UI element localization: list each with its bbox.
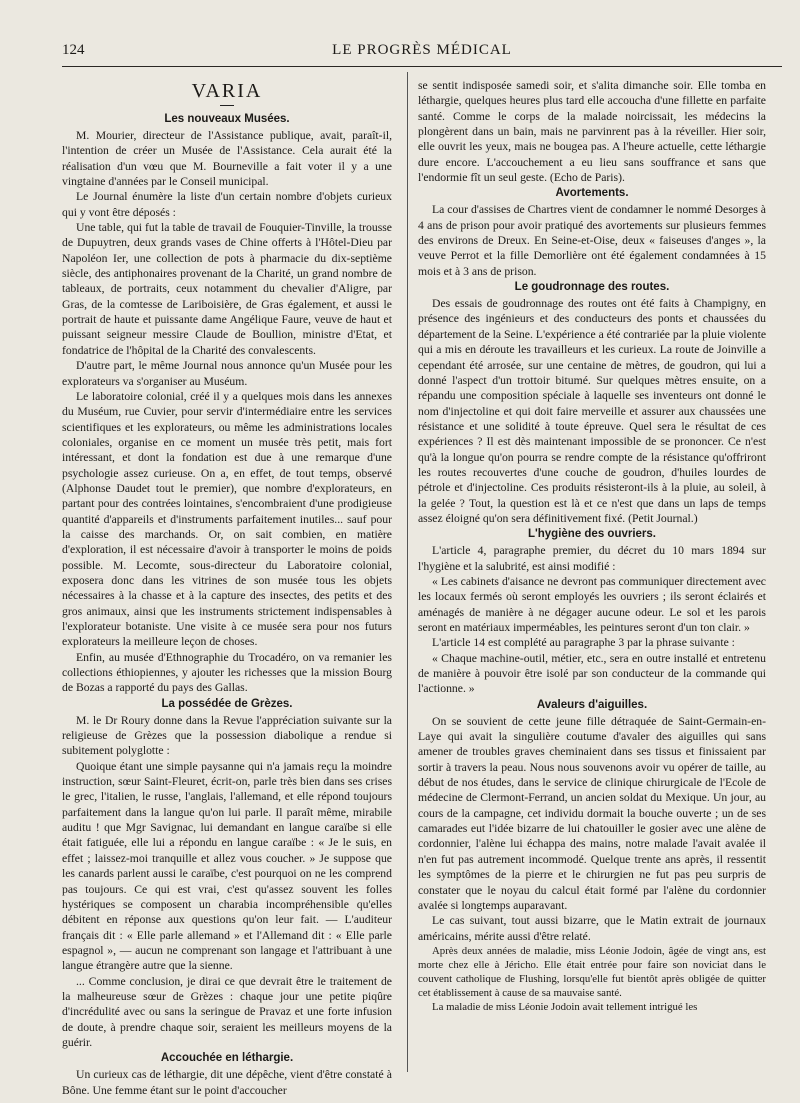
paragraph: ... Comme conclusion, je dirai ce que devrait être le traitement de la malheureuse sœur de Grèzes : chaque jour une petite piqûre d'incrédulité avec ou sans la seringue de Pravaz et une forte infusion de doute, à prendre chaque soir, seraient les meilleurs moyens de la guérir. (62, 974, 392, 1049)
paragraph: Le cas suivant, tout aussi bizarre, que le Matin extrait de journaux américains, mérite aussi d'être relaté. (418, 914, 766, 943)
left-column (62, 78, 392, 1097)
paragraph: « Les cabinets d'aisance ne devront pas communiquer directement avec les locaux fermés où seront employés les ouvriers ; ils seront éclairés et aménagés de manière à ne dégager aucune odeur. Le sol et les parois seront en matériaux imperméables, les peintures seront d'un ton clair. » (418, 574, 766, 634)
paragraph: On se souvient de cette jeune fille détraquée de Saint-Germain-en-Laye qui avait la singulière coutume d'avaler des aiguilles qui sans amener de troubles graves cheminaient dans ses tissus et finissaient par sortir à travers la peau. Nous nous souvenons avoir vu opérer de taille, au début de nos études, dans le service de clinique chirurgicale de l'Ecole de médecine de Clermont-Ferrand, un ancien soldat du Mexique. Un jour, au cours de la campagne, cet individu dormait la bouche ouverte ; un de ses camarades eut l'idée bizarre de lui chatouiller le gosier avec une alène de cordonnier, l'alène lui échappa des mains, notre malade l'avait avalée il n'en fut pas autrement incommodé. Quelque trente ans après, il ressentit les symptômes de la pierre et le chirurgien ne fut pas peu surpris de constater que le noyau du calcul était formé par l'alène du cordonnier avalée si longtemps auparavant. (418, 714, 766, 912)
heading-hygiene: L'hygiène des ouvriers. (528, 528, 656, 541)
paragraph: Le laboratoire colonial, créé il y a quelques mois dans les annexes du Muséum, rue Cuvier, pour servir d'intermédiaire entre les services scientifiques et les explorateurs, ou même les administrations locales coloniales, organise en ce moment un musée très petit, mais fort intéressant, et dont la fondation est due à une remarque d'une psychologie assez curieuse. On a, en effet, de tout temps, observé (Alphonse Daudet tout le premier), que nombre d'explorateurs, en partant pour des contrées lointaines, s'encombraient d'une prodigieuse quantité d'appareils et d'instruments parfaitement inutiles... sauf pour la caisse des marchands. Or, on sait combien, en matière d'exploration, il est nécessaire d'avoir à transporter le moins de poids possible. M. Lecomte, sous-directeur du Laboratoire colonial, exposera donc dans les vitrines de son musée tous les objets nécessaires à la chasse et à la capture des insectes, des petits et des gros animaux, ainsi que les instruments strictement indispensables à l'explorateur botaniste. Une visite à ce musée sera pour nos futurs explorateurs la meilleure leçon de choses. (62, 389, 392, 649)
heading-musees: Les nouveaux Musées. (164, 113, 290, 125)
paragraph: Quoique étant une simple paysanne qui n'a jamais reçu la moindre instruction, sœur Saint-Fleuret, écrit-on, parle très bien dans ses crises le grec, l'italien, le russe, l'anglais, l'allemand, et elle répond toujours parfaitement dans la langue qu'on lui parle. Il paraît même, mirabile auditu ! que Mgr Savignac, lui demandant en langue caraïbe si elle était fatiguée, elle lui a répondu en langue caraïbe : « Je le suis, en effet ; laissez-moi tranquille et allez vous coucher. » Je suppose que les canards parlent aussi le caraïbe, c'est pourquoi on ne les comprend pas toujours. Ce qui est vrai, c'est qu'assez souvent les folles hystériques se composent un charabia incompréhensible qu'elles débitent en réponse aux questions qu'on leur fait. — L'auditeur français dit : « Elle parle allemand » et l'Allemand dit : « Elle parle espagnol », — aucun ne comprenant son langage et l'attribuant à une langue étrangère autre que la sienne. (62, 759, 392, 973)
paragraph: D'autre part, le même Journal nous annonce qu'un Musée pour les explorateurs va s'organiser au Muséum. (62, 359, 392, 388)
paragraph: Le Journal énumère la liste d'un certain nombre d'objets curieux qui y vont être déposés : (62, 190, 392, 219)
column-divider (407, 72, 408, 1072)
section-title: VARIA (191, 80, 263, 102)
paragraph-small: La maladie de miss Léonie Jodoin avait tellement intrigué les (432, 1000, 698, 1013)
paragraph: M. le Dr Roury donne dans la Revue l'appréciation suivante sur la religieuse de Grèzes que la possession diabolique a rendue si subitement polyglotte : (62, 713, 392, 758)
paragraph: L'article 14 est complété au paragraphe 3 par la phrase suivante : (432, 636, 735, 650)
page-number: 124 (62, 42, 85, 58)
paragraph: Une table, qui fut la table de travail de Fouquier-Tinville, la trousse de Dupuytren, deux grands vases de Chine offerts à l'Hôtel-Dieu par Napoléon Ier, une collection de pots à pharmacie du dix-septième siècle, des antiphonaires provenant de la Charité, un grand nombre de tableaux, de portraits, ceux notamment du chevalier d'Aligre, par Gras, de la comtesse de Lariboisière, de Gras également, et aussi le portrait de haute et puissante dame Angélique Faure, veuve de haut et puissant seigneur messire Claude de Boullion, ministre d'Etat, et fondatrice de l'hôpital de la Charité des convalescents. (62, 221, 392, 357)
page-header (62, 40, 782, 66)
heading-avortements: Avortements. (555, 187, 629, 200)
header-rule (62, 66, 782, 67)
paragraph: Enfin, au musée d'Ethnographie du Trocadéro, on va remanier les collections éthiopiennes, y ajouter les richesses que la mission Bourg de Bozas a rapporté du pays des Gallas. (62, 650, 392, 695)
paragraph: Un curieux cas de léthargie, dit une dépêche, vient d'être constaté à Bône. Une femme étant sur le point d'accoucher (62, 1068, 392, 1097)
paragraph: M. Mourier, directeur de l'Assistance publique, avait, paraît-il, l'intention de créer un Musée de l'Assistance. Cela aurait été la réalisation d'un vœu que M. Bourneville a fait voter il y a une vingtaine d'années par le Conseil municipal. (62, 129, 392, 189)
paragraph: L'article 4, paragraphe premier, du décret du 10 mars 1894 sur l'hygiène et la salubrité, est ainsi modifié : (418, 544, 766, 573)
paragraph: « Chaque machine-outil, métier, etc., sera en outre installé et entretenu de manière à pouvoir être isolé par son conducteur de la commande qui l'actionne. » (418, 651, 766, 696)
paragraph: La cour d'assises de Chartres vient de condamner le nommé Desorges à 4 ans de prison pour avoir pratiqué des avortements sur plusieurs femmes des environs de Dreux. En Seine-et-Oise, deux « faiseuses d'anges », la veuve Perrot et la fille Demorlière ont été également condamnées à 15 mois et à 3 ans de prison. (418, 203, 766, 278)
heading-avaleurs: Avaleurs d'aiguilles. (536, 698, 648, 711)
paragraph: se sentit indisposée samedi soir, et s'alita dimanche soir. Elle tomba en léthargie, quelques heures plus tard elle accoucha d'une fillette en parfaite santé. Comme le corps de la malade noircissait, les médecins la plongèrent dans un bain, mais ne parvinrent pas à la réveiller. Hier soir, elle ouvrit les yeux, mais ne bougea pas. A l'heure actuelle, cette léthargie dure encore. L'accouchement a eu lieu sans souffrance et sans que l'endormie fît un seul geste. (Echo de Paris). (418, 79, 766, 185)
heading-goudron: Le goudronnage des routes. (514, 281, 670, 294)
heading-accouchee: Accouchée en léthargie. (160, 1052, 294, 1065)
right-column (418, 78, 766, 1083)
section-dash (220, 105, 234, 106)
paragraph-small: Après deux années de maladie, miss Léonie Jodoin, âgée de vingt ans, est morte chez elle à Jéricho. Elle était entrée pour faire son noviciat dans le couvent catholique de Flushing, lorsqu'elle fut bientôt après obligée de quitter cet établissement à cause de sa mauvaise santé. (418, 944, 766, 999)
journal-title: LE PROGRÈS MÉDICAL (332, 42, 512, 58)
heading-greze: La possédée de Grèzes. (161, 697, 293, 710)
paragraph: Des essais de goudronnage des routes ont été faits à Champigny, en présence des ingénieurs et des conducteurs des ponts et chaussées du département de la Seine. L'expérience a été contrariée par la pluie violente qui a mis en déroute les travailleurs et les curieux. La route de Joinville a cependant été arrosée, sur une centaine de mètres, de goudron, qui lui a donné l'aspect d'un trottoir bitumé. Sur quelques mètres ensuite, on a répandu une composition spéciale à laquelle ses inventeurs ont donné le nom d'injectoline et qui doit faire merveille et assurer aux chaussées une résistance et une solidité à toute épreuve. Quel sera le résultat de ces expériences ? Il est dès maintenant impossible de se prononcer. Ce n'est qu'à la longue qu'on pourra se rendre compte de la résistance qu'offriront les routes recouvertes d'une couche de goudron, d'huiles lourdes de pétrole et d'injectoline. Ces produits résisteront-ils à la pluie, au soleil, à la gelée ? Tout, la question est là et ce n'est que dans un laps de temps assez éloigné qu'on sera définitivement fixé. (Petit Journal.) (418, 297, 767, 525)
